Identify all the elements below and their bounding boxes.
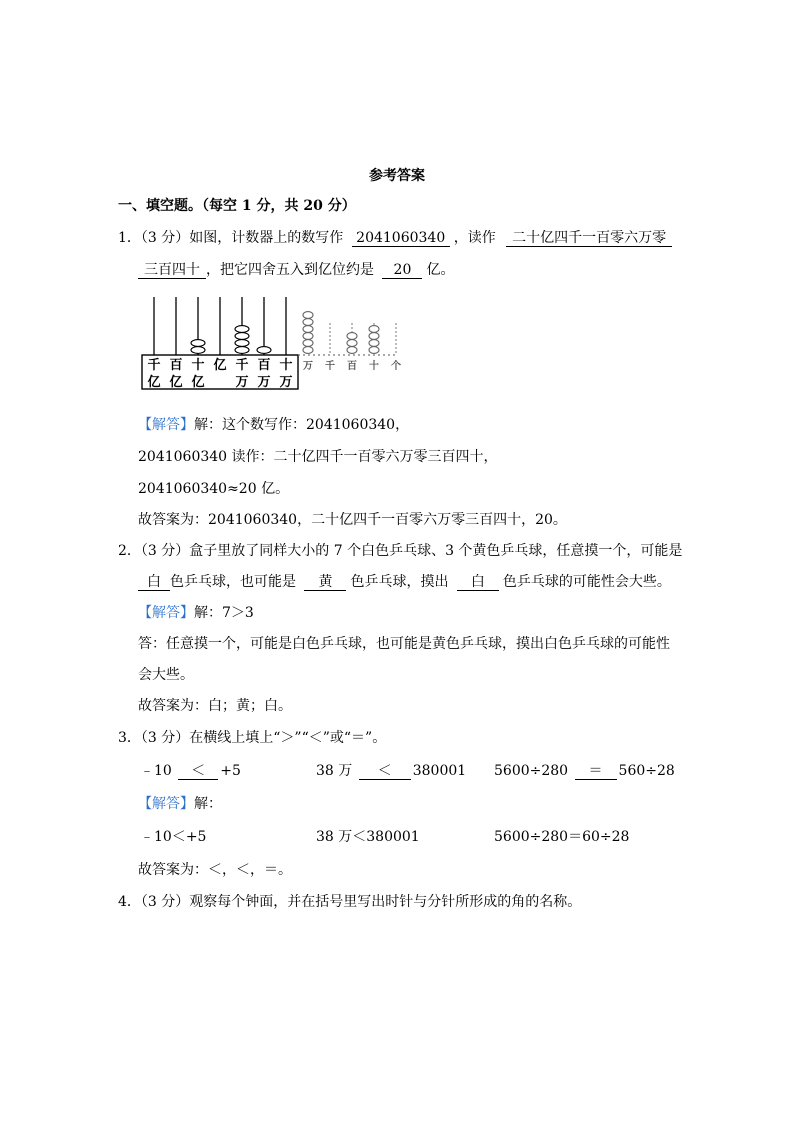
q2-blank-1: 白 bbox=[138, 574, 170, 591]
abacus-place-label: 亿 bbox=[213, 358, 227, 373]
q1-blank-round: 20 bbox=[382, 262, 422, 279]
abacus-bead bbox=[369, 333, 379, 340]
abacus-unit-label: 亿 bbox=[191, 375, 205, 390]
abacus-unit-label: 亿 bbox=[169, 375, 183, 390]
q2-answer-text-1: 解：7＞3 bbox=[194, 605, 254, 621]
q3-expr-1 bbox=[140, 762, 241, 780]
abacus-bead bbox=[235, 326, 249, 333]
q2-answer-1 bbox=[138, 604, 254, 622]
abacus-bead bbox=[369, 340, 379, 347]
q1-answer-4: 故答案为：2041060340，二十亿四千一百零六万零三百四十，20。 bbox=[138, 512, 567, 528]
abacus-place-label: 百 bbox=[169, 358, 183, 373]
abacus-place-label: 千 bbox=[147, 358, 161, 373]
q1-blank-read-b: 三百四十 bbox=[138, 262, 206, 279]
q2-blank-3: 白 bbox=[457, 574, 499, 591]
abacus-bead bbox=[303, 333, 313, 340]
q3-e1-right: +5 bbox=[220, 763, 241, 779]
abacus-figure bbox=[140, 295, 410, 395]
q1-end: 亿。 bbox=[426, 262, 455, 278]
q3-e3-left: 5600÷280 bbox=[494, 763, 569, 779]
abacus-bead bbox=[303, 319, 313, 326]
abacus-bead bbox=[347, 340, 357, 347]
abacus-place-label: 百 bbox=[347, 361, 357, 372]
q1-suffix: ，把它四舍五入到亿位约是 bbox=[206, 262, 374, 278]
abacus-bead bbox=[191, 340, 205, 347]
abacus-bead bbox=[257, 347, 271, 354]
q3-solution-3: 5600÷280＝60÷28 bbox=[494, 829, 630, 845]
abacus-place-label: 个 bbox=[391, 361, 401, 372]
q1-mid: ，读作 bbox=[453, 230, 496, 246]
q3-answer-final: 故答案为：＜，＜，＝。 bbox=[138, 862, 292, 878]
section-heading: 一、填空题。（每空 1 分，共 20 分） bbox=[118, 198, 356, 214]
abacus-bead bbox=[369, 326, 379, 333]
abacus-bead bbox=[191, 347, 205, 354]
q1-answer-text-1: 解：这个数写作：2041060340， bbox=[194, 417, 410, 433]
q3-e3-blank: ＝ bbox=[575, 763, 617, 780]
abacus-bead bbox=[347, 347, 357, 354]
q3-e3-right: 560÷28 bbox=[618, 763, 675, 779]
q1-answer-3: 2041060340≈20 亿。 bbox=[138, 481, 290, 497]
q3-answer-head bbox=[138, 795, 222, 813]
answer-tag: 【解答】 bbox=[138, 417, 194, 433]
abacus-bead bbox=[303, 326, 313, 333]
abacus-bead bbox=[347, 333, 357, 340]
q3-solution-2: 38 万＜380001 bbox=[316, 829, 420, 845]
q3-e2-blank: ＜ bbox=[359, 763, 411, 780]
abacus-bead bbox=[303, 312, 313, 319]
abacus-bead bbox=[369, 347, 379, 354]
q2-answer-2: 答：任意摸一个，可能是白色乒乓球，也可能是黄色乒乓球，摸出白色乒乓球的可能性 bbox=[138, 636, 670, 652]
abacus-unit-label: 万 bbox=[257, 375, 271, 390]
q4-prompt: 4．（3 分）观察每个钟面，并在括号里写出时针与分针所形成的角的名称。 bbox=[118, 894, 582, 910]
abacus-bead bbox=[235, 333, 249, 340]
answer-tag: 【解答】 bbox=[138, 796, 194, 812]
abacus-unit-label: 万 bbox=[235, 375, 249, 390]
q1-line1 bbox=[118, 229, 672, 247]
abacus-place-label: 十 bbox=[191, 358, 205, 373]
abacus-place-label: 百 bbox=[257, 358, 271, 373]
q3-e2-left: 38 万 bbox=[316, 763, 353, 779]
answer-tag: 【解答】 bbox=[138, 605, 194, 621]
q3-solution-1: ﹣10＜+5 bbox=[140, 829, 207, 845]
q2-line1: 2．（3 分）盒子里放了同样大小的 7 个白色乒乓球、3 个黄色乒乓球，任意摸一个，可能是 bbox=[118, 543, 683, 559]
q3-e1-blank: ＜ bbox=[178, 763, 218, 780]
abacus-bead bbox=[235, 347, 249, 354]
abacus-place-label: 千 bbox=[235, 358, 249, 373]
q3-expr-3 bbox=[494, 762, 675, 780]
abacus-place-label: 万 bbox=[303, 361, 313, 372]
page-title: 参考答案 bbox=[369, 168, 425, 184]
abacus-unit-label: 亿 bbox=[147, 375, 161, 390]
abacus-bead bbox=[235, 340, 249, 347]
q3-answer-label: 解： bbox=[194, 796, 222, 812]
abacus-bead bbox=[303, 347, 313, 354]
q2-mid2: 色乒乓球，摸出 bbox=[350, 574, 449, 590]
q1-prefix: 1．（3 分）如图，计数器上的数写作 bbox=[118, 230, 344, 246]
q1-blank-read-a: 二十亿四千一百零六万零 bbox=[506, 230, 672, 247]
q2-line2 bbox=[138, 573, 671, 591]
q3-expr-2 bbox=[316, 762, 466, 780]
q1-answer-1 bbox=[138, 416, 409, 434]
q3-e1-left: ﹣10 bbox=[140, 763, 172, 779]
q2-end: 色乒乓球的可能性会大些。 bbox=[502, 574, 671, 590]
abacus-place-label: 十 bbox=[369, 361, 379, 372]
abacus-place-label: 十 bbox=[279, 358, 293, 373]
q3-prompt: 3．（3 分）在横线上填上“＞”“＜”或“＝”。 bbox=[118, 730, 387, 746]
q1-answer-2: 2041060340 读作：二十亿四千一百零六万零三百四十， bbox=[138, 449, 498, 465]
q2-answer-4: 故答案为：白；黄；白。 bbox=[138, 698, 292, 714]
q2-mid1: 色乒乓球，也可能是 bbox=[170, 574, 296, 590]
abacus-unit-label: 万 bbox=[279, 375, 293, 390]
q3-e2-right: 380001 bbox=[412, 763, 467, 779]
q2-blank-2: 黄 bbox=[304, 574, 346, 591]
abacus-bead bbox=[303, 340, 313, 347]
q1-line2 bbox=[138, 261, 454, 279]
abacus-place-label: 千 bbox=[325, 361, 335, 372]
q2-answer-3: 会大些。 bbox=[138, 667, 194, 683]
q1-blank-written: 2041060340 bbox=[352, 230, 450, 247]
